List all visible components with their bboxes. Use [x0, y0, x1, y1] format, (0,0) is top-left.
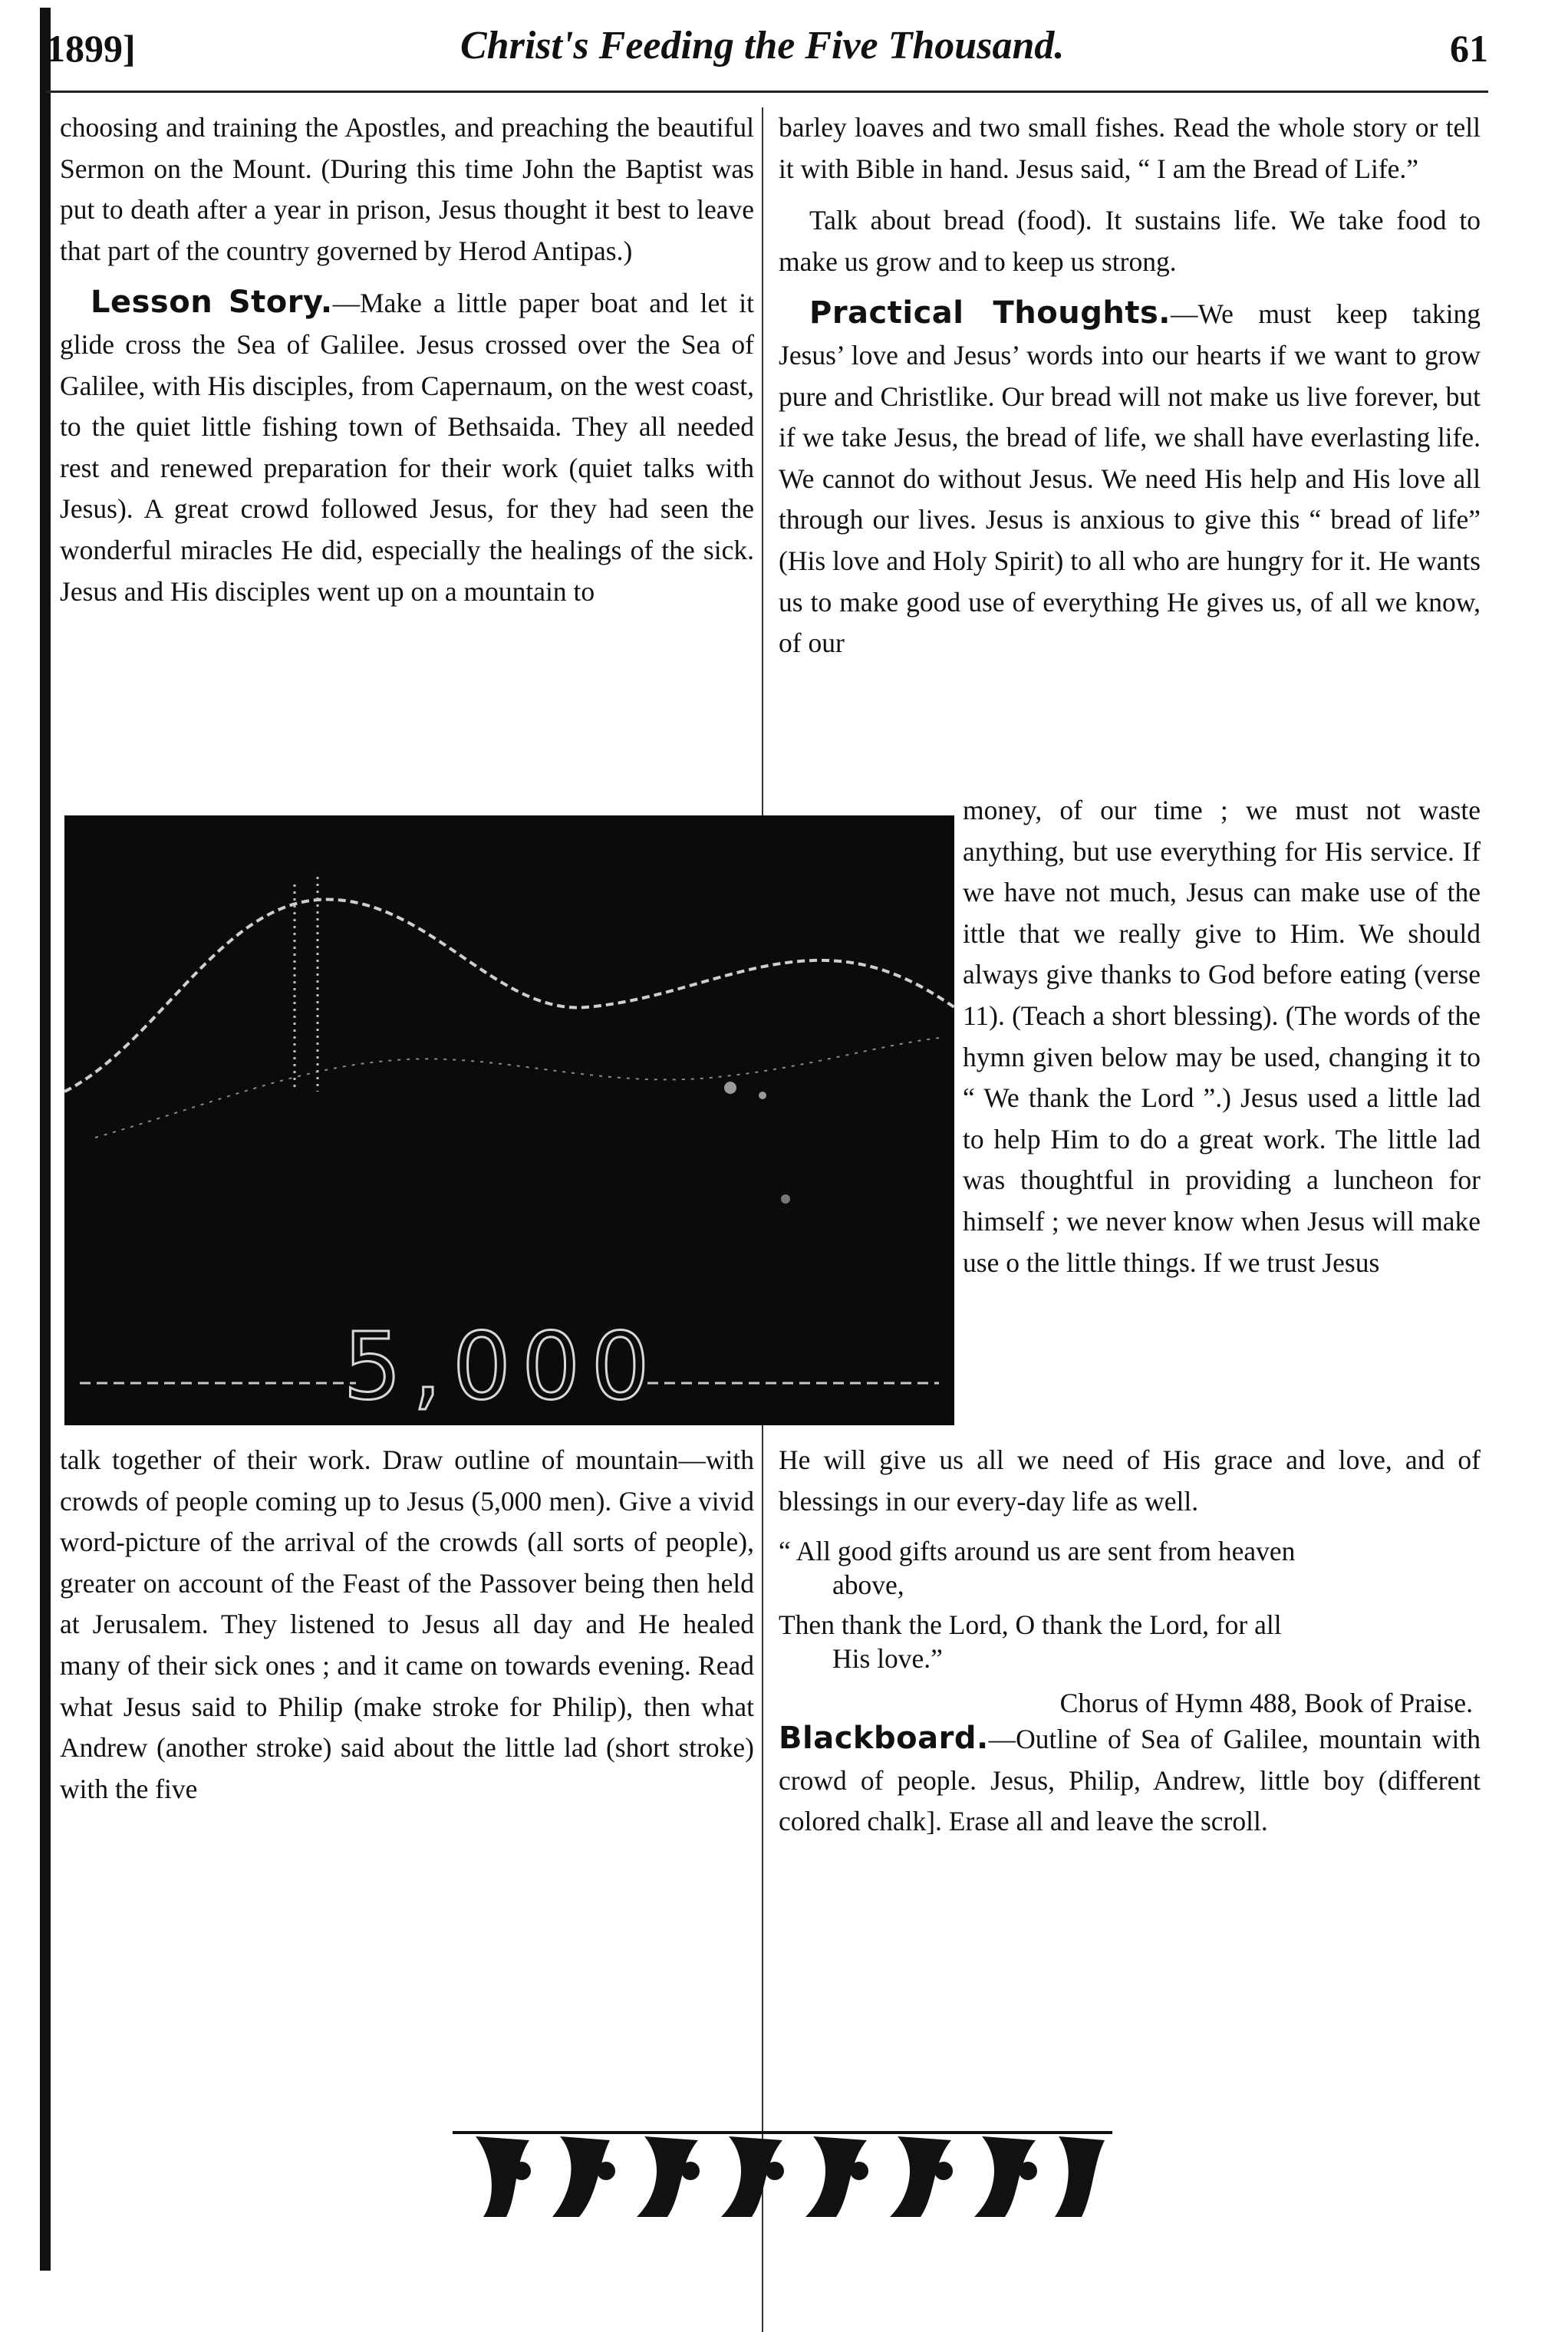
- mountain-outline-drawing: [64, 815, 954, 1425]
- lesson-story-heading: Lesson Story.: [91, 285, 333, 321]
- lesson-story-text: —Make a little paper boat and let it glide cross the Sea of Galilee. Jesus crossed over the Sea of Galilee, with His disciples, from Capernaum, on the west coast, to the quiet little fishing town of Bethsaida. They all needed rest and renewed preparation for their work (quiet talks with Jesus). A great crowd followed Jesus, for they had seen the wonderful miracles He did, especially the healings of the sick. Jesus and His disciples went up on a mountain to: [60, 288, 754, 607]
- page-number: 61: [1450, 27, 1488, 70]
- left-margin-rule: [40, 8, 51, 2271]
- floral-ornament-icon: [445, 2110, 1120, 2225]
- hymn-line-2: Then thank the Lord, O thank the Lord, for all: [779, 1609, 1282, 1640]
- decorative-ornament: [445, 2110, 1120, 2225]
- talk-together-paragraph: talk together of their work. Draw outline of mountain—with crowds of people coming up to Jesus (5,000 men). Give a vivid word-picture of the arrival of the crowds (all sorts of people), greater on account of the Feast of the Passover being then held at Jerusalem. They listened to Jesus all day and He healed many of their sick ones ; and it came on towards evening. Read what Jesus said to Philip (make stroke for Philip), then what Andrew (another stroke) said about the little lad (short stroke) with the five: [60, 1444, 754, 1804]
- grace-paragraph: He will give us all we need of His grace and love, and of blessings in our every-day life as well.: [779, 1444, 1481, 1517]
- hymn-verse: [779, 1534, 1481, 1724]
- blackboard-text: —Outline of Sea of Galilee, mountain with crowd of people. Jesus, Philip, Andrew, little boy (different colored chalk]. Erase all and leave the scroll.: [779, 1724, 1481, 1837]
- blackboard-heading: Blackboard.: [779, 1721, 989, 1756]
- hymn-credit: Chorus of Hymn 488, Book of Praise.: [1059, 1688, 1473, 1718]
- hymn-line-1-cont: above,: [832, 1569, 904, 1600]
- hymn-line-2-cont: His love.”: [832, 1643, 943, 1674]
- bread-paragraph: Talk about bread (food). It sustains life. We take food to make us grow and to keep us strong.: [779, 205, 1481, 277]
- header-year: 1899]: [46, 27, 136, 70]
- intro-paragraph: choosing and training the Apostles, and preaching the beautiful Sermon on the Mount. (During this time John the Baptist was put to death after a year in prison, Jesus thought it best to leave that part of the country governed by Herod Antipas.): [60, 112, 754, 266]
- header-title: Christ's Feeding the Five Thousand.: [460, 24, 1065, 68]
- mountain-crowd-illustration: [64, 815, 954, 1425]
- practical-thoughts-text: —We must keep taking Jesus’ love and Jesus’ words into our hearts if we want to grow pure and Christlike. Our bread will not make us live forever, but if we take Jesus, the bread of life, we shall have everlasting life. We cannot do without Jesus. We need His help and His love all through our lives. Jesus is anxious to give this “ bread of life” (His love and Holy Spirit) to all who are hungry for it. He wants us to make good use of everything He gives us, of all we know, of our: [779, 298, 1481, 659]
- hymn-line-1: “ All good gifts around us are sent from heaven: [779, 1536, 1296, 1566]
- crowd-count-label: 5,000: [343, 1314, 660, 1421]
- left-column-top: [60, 107, 754, 612]
- header-rule: [46, 91, 1488, 93]
- practical-thoughts-heading: Practical Thoughts.: [809, 295, 1171, 331]
- lesson-story-paragraph: [60, 282, 754, 612]
- right-column-bottom: [779, 1440, 1481, 1522]
- running-header: [46, 23, 1488, 84]
- right-column-wrap: [963, 790, 1481, 1283]
- barley-paragraph: barley loaves and two small fishes. Read the whole story or tell it with Bible in hand. Jesus said, “ I am the Bread of Life.”: [779, 112, 1481, 184]
- left-column-bottom: [60, 1440, 754, 1810]
- practical-thoughts-paragraph: [779, 293, 1481, 664]
- blackboard-paragraph: [779, 1718, 1481, 1843]
- right-column-top: [779, 107, 1481, 664]
- wrap-paragraph: money, of our time ; we must not waste anything, but use everything for His service. If we have not much, Jesus can make use of the ittle that we really give to Him. We should always give thanks to God before eating (verse 11). (Teach a short blessing). (The words of the hymn given below may be used, changing it to “ We thank the Lord ”.) Jesus used a little lad to help Him to do a great work. The little lad was thoughtful in providing a luncheon for himself ; we never know when Jesus will make use o the little things. If we trust Jesus: [963, 795, 1481, 1278]
